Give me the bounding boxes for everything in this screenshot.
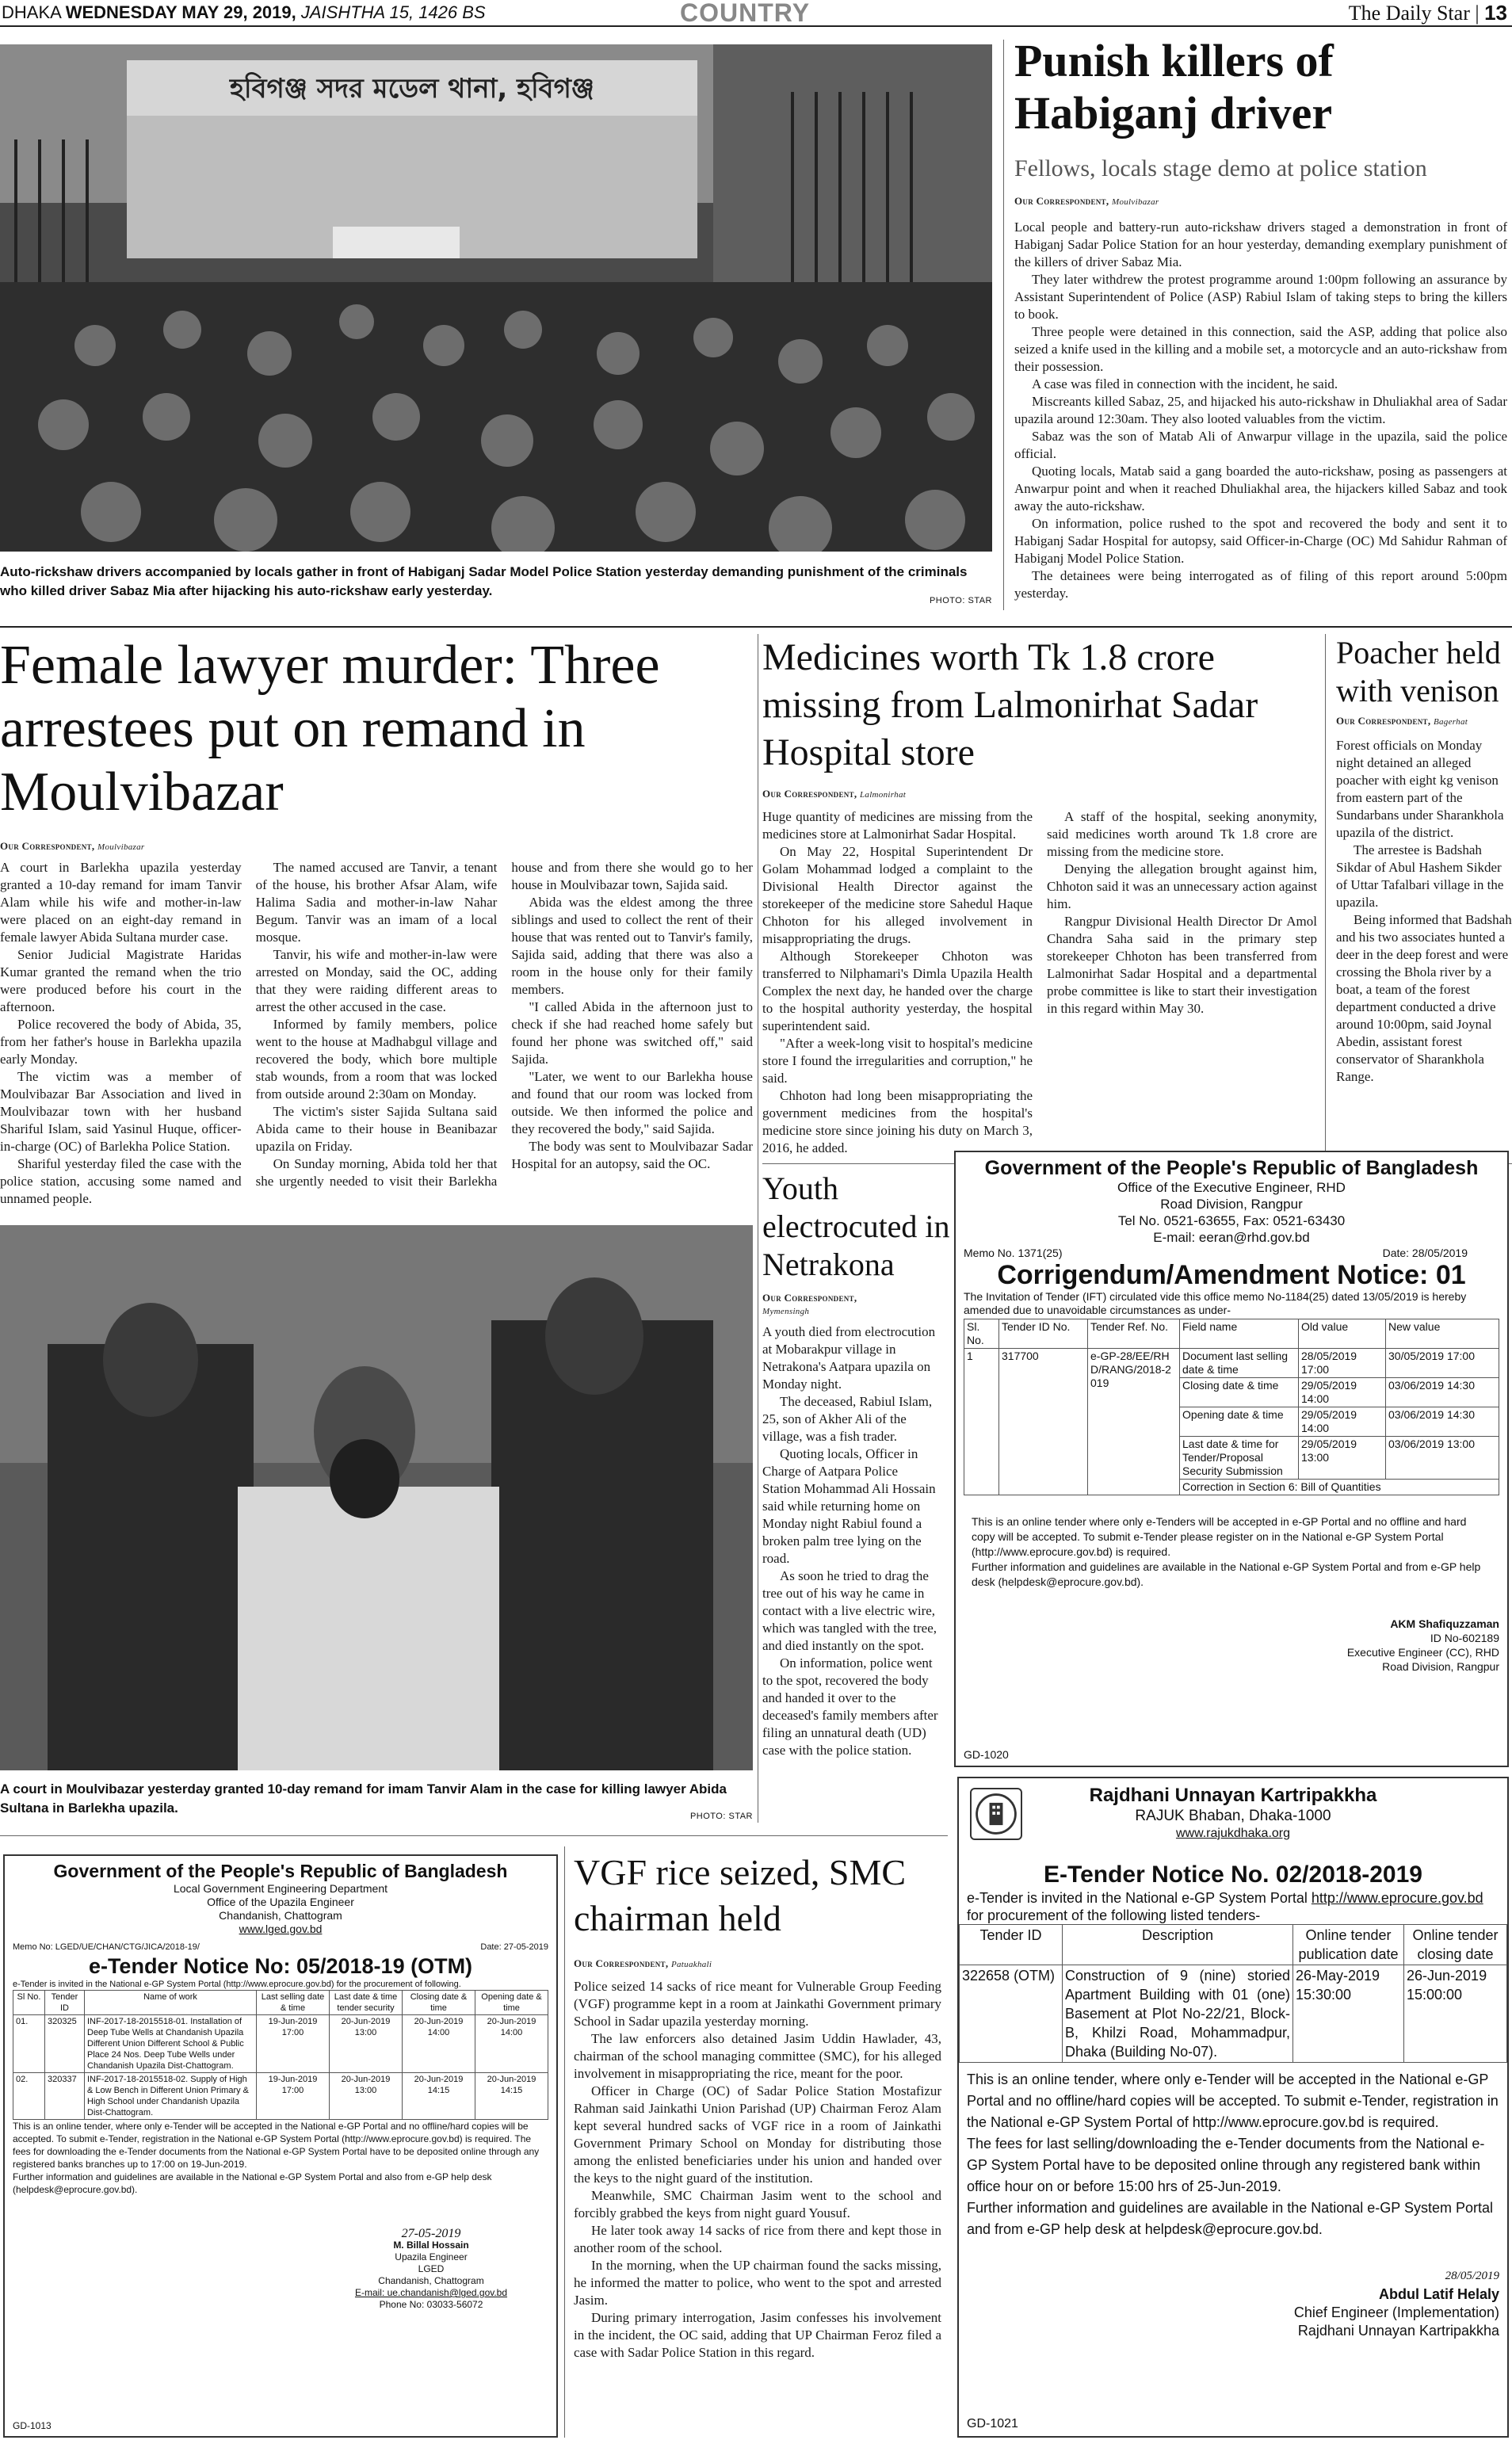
ad-code: GD-1013 <box>13 2420 52 2431</box>
remand-photo <box>0 1225 753 1770</box>
headline-poacher: Poacher held with venison <box>1336 635 1501 708</box>
lged-tender-ad: Government of the People's Republic of Bangladesh Local Government Engineering Department Office of the Upazila Engineer Chandanish, Chattogram www.lged.gov.bd Memo No: LGED/UE/CHAN/CTG/JICA/2018-19/ Date: 27-05-2019 e-Tender Notice No: 05/2018-19 (OTM) e-Tender is invited in the National e-GP System Portal (http://www.eprocure.gov.bd) for the procurement of following. Sl No. Tender ID Name of work Last selling date & time Last date & time tender security Closing date & time Opening date & time 01. 320325 INF-2017-18-2015518-01. Installation of Deep Tube Wells at Chandanish Upazila Different Union Different School & Public Place 24 Nos. Deep Tube Wells under Chandanish Upazila Dist-Chattogram. 19-Jun-2019 17:00 20-Jun-2019 13:00 20-Jun-2019 14:00 20-Jun-2019 14:00 02. 320337 INF-2017-18-2015518-02. Supply of High & Low Bench in Different Union Primary & High School under Chandanish Upazila Dist-Chattogram. 19-Jun-2019 17:00 20-Jun-2019 13:00 20-Jun-2019 14:15 20-Jun-2019 14:15 This is an online tender, where only e-Tender will be accepted in the National e-GP Portal and no offline/hard copies will be accepted. To submit e-Tender, registration in the National e-GP System Portal (http://www.eprocure.gov.bd) is required. The fees for downloading the e-Tender documents from the National e-GP System Portal have to be deposited online through any registered banks branches up to 17:00 on 19-Jun-2019. Further information and guidelines are available in the National e-GP System Portal and also from e-GP help desk (helpdesk@eprocure.gov.bd). 27-05-2019 M. Billal Hossain Upazila Engineer LGED Chandanish, Chattogram E-mail: ue.chandanish@lged.gov.bd Phone No: 03033-56072 GD-1013 <box>3 1854 558 2438</box>
rajuk-logo-icon <box>970 1788 1022 1840</box>
story-poacher-body: Forest officials on Monday night detained an alleged poacher with eight kg venison from eastern part of the Sundarbans under Sharankhola upazila of the district. The arrestee is Badshah Sikdar of Abul Hashem Sikder of Uttar Tafalbari village in the upazila. Being informed that Badshah and his two associates hunted a deer in the deep forest and were crossing the Bhola river by a boat, a team of the forest department conducted a drive around 10:00pm, said Joynal Abedin, assistant forest conservator of Sharankhola Range. <box>1336 738 1512 1084</box>
tender-table: Tender ID Description Online tender publication date Online tender closing date 322658 (OTM) Construction of 9 (nine) storied Apartment Building with 01 (one) Basement at Plot No-22/21, Block-B, Khilzi Road, Mohammadpur, Dhaka (Building No-07). 26-May-2019 15:30:00 26-Jun-2019 15:00:00 <box>959 1924 1507 2063</box>
photo-caption: Auto-rickshaw drivers accompanied by locals gather in front of Habiganj Sadar Model Police Station yesterday demanding punishment of the criminals who killed driver Sabaz Mia after hijacking his auto-rickshaw early yesterday. <box>0 564 968 598</box>
photo-credit: PHOTO: STAR <box>929 596 992 605</box>
ad-code: GD-1020 <box>964 1748 1009 1761</box>
subhead-habiganj: Fellows, locals stage demo at police station <box>1014 155 1427 181</box>
story-lalmonirhat-body: Huge quantity of medicines are missing from the medicines store at Lalmonirhat Sadar Hospital. On May 22, Hospital Superintendent Dr Golam Mohammad lodged a complaint to the Divisional Health Director against the storekeeper of the medicine store Sahedul Haque Chhoton for his alleged involvement in misappropriating the drugs. Although Storekeeper Chhoton was transferred to Nilphamari's Dimla Upazila Health Complex the next day, he handed over the charge to the hospital authority yesterday, the hospital superintendent said. "After a week-long visit to hospital's medicine store I found the irregularities and corruption," he said. Chhoton had long been misappropriating the government medicines from the hospital's medicine store since joining his duty on March 3, 2016, he added. A staff of the hospital, seeking anonymity, said medicines worth around Tk 1.8 crore are missing from the medicine store. Denying the allegation brought against him, Chhoton said it was an unnecessary action against him. Rangpur Divisional Health Director Dr Amol Chandra Saha said in the primary step storekeeper Chhoton has been transferred from Lalmonirhat Sadar Hospital and a departmental probe committee is like to start their investigation in this regard within May 30. <box>762 809 1317 1155</box>
dateline: DHAKA WEDNESDAY MAY 29, 2019, JAISHTHA 15, 1426 BS <box>2 2 486 22</box>
rajuk-tender-ad: Rajdhani Unnayan Kartripakkha RAJUK Bhaban, Dhaka-1000 www.rajukdhaka.org E-Tender Notice No. 02/2018-2019 e-Tender is invited in the National e-GP System Portal http://www.eprocure.gov.bd for procurement of the following listed tenders- Tender ID Description Online tender publication date Online tender closing date 322658 (OTM) Construction of 9 (nine) storied Apartment Building with 01 (one) Basement at Plot No-22/21, Block-B, Khilzi Road, Mohammadpur, Dhaka (Building No-07). 26-May-2019 15:30:00 26-Jun-2019 15:00:00 This is an online tender, where only e-Tender will be accepted in the National e-GP Portal and no offline/hard copies will be accepted. To submit e-Tender, registration in the National e-GP System Portal of http://www.eprocure.gov.bd is required. The fees for last selling/downloading the e-Tender documents from the National e-GP System Portal have to be deposited online through any registered bank within office hour on or before 15:00 hrs of 25-Jun-2019. Further information and guidelines are available in the National e-GP System Portal and from e-GP help desk at helpdesk@eprocure.gov.bd. 28/05/2019 Abdul Latif Helaly Chief Engineer (Implementation) Rajdhani Unnayan Kartripakkha GD-1021 <box>957 1777 1509 2438</box>
police-station-sign: হবিগঞ্জ সদর মডেল থানা, হবিগঞ্জ <box>230 73 594 105</box>
headline-netrakona: Youth electrocuted in Netrakona <box>762 1170 950 1282</box>
story-vgf-body: Police seized 14 sacks of rice meant for Vulnerable Group Feeding (VGF) programme kept in a room at Jainkathi Government primary School in Sadar upazila yesterday morning. The law enforcers also detained Jasim Uddin Hawlader, 43, chairman of the school managing committee (SMC), for his alleged involvement in misappropriating the rice, meant for the poor. Officer in Charge (OC) of Sadar Police Station Mostafizur Rahman said Jainkathi Union Parishad (UP) Chairman Feroz Alam kept several hundred sacks of VGF rice in a room of Jainkathi Government Primary School on Monday for distributing those among the enlisted beneficiaries under his union and handed over the keys to the night guard of the institution. Meanwhile, SMC Chairman Jasim went to the school and forcibly grabbed the keys from night guard Yousuf. He later took away 14 sacks of rice from there and kept those in another room of the school. In the morning, when the UP chairman found the sacks missing, he informed the matter to police, who went to the spot and arrested Jasim. During primary interrogation, Jasim confesses his involvement in the incident, the OC said, adding that UP Chairman Feroz filed a case with Sadar Police Station in this regard. <box>574 1979 941 2360</box>
byline: Our Correspondent, Moulvibazar <box>0 840 145 852</box>
notice-title: E-Tender Notice No. 02/2018-2019 <box>1044 1862 1422 1888</box>
section-name: COUNTRY <box>680 0 811 27</box>
notice-title: Corrigendum/Amendment Notice: 01 <box>997 1260 1466 1290</box>
notice-title: e-Tender Notice No: 05/2018-19 (OTM) <box>88 1954 473 1978</box>
photo-credit: PHOTO: STAR <box>689 1812 753 1821</box>
signature-block: 28/05/2019 Abdul Latif Helaly Chief Engineer (Implementation) Rajdhani Unnayan Kartripakkha <box>1293 2270 1499 2339</box>
ad-title: Government of the People's Republic of Bangladesh <box>984 1157 1479 1179</box>
headline-habiganj: Punish killers of Habiganj driver <box>1014 35 1334 139</box>
headline-vgf: VGF rice seized, SMC chairman held <box>574 1852 907 1938</box>
byline: Our Correspondent, Lalmonirhat <box>762 788 907 800</box>
byline: Our Correspondent, Bagerhat <box>1336 715 1468 727</box>
protest-photo <box>0 44 992 552</box>
signature-block: AKM Shafiquzzaman ID No-602189 Executive Engineer (CC), RHD Road Division, Rangpur <box>1346 1617 1499 1673</box>
masthead: The Daily Star | 13 <box>1348 1 1507 25</box>
story-netrakona-body: A youth died from electrocution at Mobarakpur village in Netrakona's Aatpara upazila on Monday night. The deceased, Rabiul Islam, 25, son of Akher Ali of the village, was a fish trader. Quoting locals, Officer in Charge of Aatpara Police Station Mohammad Ali Hossain said while returning home on Monday night Rabiul found a broken palm tree lying on the road. As soon he tried to drag the tree out of his way he came in contact with a live electric wire, which was tangled with the tree, and died instantly on the spot. On information, police went to the spot, recovered the body and handed it over to the deceased's family members after filing an unnatural death (UD) case with the police station. <box>762 1324 938 1758</box>
story-habiganj-body: Local people and battery-run auto-rickshaw drivers staged a demonstration in front of Habiganj Sadar Police Station for an hour yesterday, demanding exemplary punishment of the killers of driver Sabaz Mia. They later withdrew the protest programme around 1:00pm following an assurance by Assistant Superintendent of Police (ASP) Rabiul Islam of taking steps to bring the killers to book. Three people were detained in this connection, said the ASP, adding that police also seized a knife used in the killing and a mobile set, a motorcycle and an auto-rickshaw from their possession. A case was filed in connection with the incident, he said. Miscreants killed Sabaz, 25, and hijacked his auto-rickshaw in Dhuliakhal area of Sadar upazila around 12:30am. They also looted valuables from the victim. Sabaz was the son of Matab Ali of Anwarpur village in the upazila, said the police official. Quoting locals, Matab said a gang boarded the auto-rickshaw, posing as passengers at Anwarpur point and when it reached Dhuliakhal area, the hijackers killed Sabaz and took away the auto-rickshaw. On information, police rushed to the spot and recovered the body and sent it to Habiganj Sadar Hospital for autopsy, said Officer-in-Charge (OC) Md Sahidur Rahman of Habiganj Model Police Station. The detainees were being interrogated as of filing of this report around 5:00pm yesterday. <box>1014 220 1507 601</box>
byline: Our Correspondent, Moulvibazar <box>1014 195 1159 207</box>
rhd-corrigendum-ad: Government of the People's Republic of Bangladesh Office of the Executive Engineer, RHD Road Division, Rangpur Tel No. 0521-63655, Fax: 0521-63430 E-mail: eeran@rhd.gov.bd Memo No. 1371(25) Date: 28/05/2019 Corrigendum/Amendment Notice: 01 The Invitation of Tender (IFT) circulated vide this office memo No-1184(25) dated 13/05/2019 is hereby amended due to unavoidable circumstances as under- Sl. No. Tender ID No. Tender Ref. No. Field name Old value New value 1 317700 e-GP-28/EE/RHD/RANG/2018-2019 Document last selling date & time 28/05/2019 17:00 30/05/2019 17:00 Closing date & time 29/05/2019 14:00 03/06/2019 14:30 Opening date & time 29/05/2019 14:00 03/06/2019 14:30 Last date & time for Tender/Proposal Security Submission 29/05/2019 13:00 03/06/2019 13:00 Correction in Section 6: Bill of Quantities This is an online tender where only e-Tenders will be accepted in e-GP Portal and no offline and hard copy will be accepted. To submit e-Tender please register on in the National e-GP System Portal (http://www.eprocure.gov.bd) is required. Further information and guidelines are available in the National e-GP System Portal and from e-GP help desk (helpdesk@eprocure.gov.bd). AKM Shafiquzzaman ID No-602189 Executive Engineer (CC), RHD Road Division, Rangpur GD-1020 <box>954 1151 1509 1767</box>
tender-table: Sl No. Tender ID Name of work Last selling date & time Last date & time tender security Closing date & time Opening date & time 01. 320325 INF-2017-18-2015518-01. Installation of Deep Tube Wells at Chandanish Upazila Different Union Different School & Public Place 24 Nos. Deep Tube Wells under Chandanish Upazila Dist-Chattogram. 19-Jun-2019 17:00 20-Jun-2019 13:00 20-Jun-2019 14:00 20-Jun-2019 14:00 02. 320337 INF-2017-18-2015518-02. Supply of High & Low Bench in Different Union Primary & High School under Chandanish Upazila Dist-Chattogram. 19-Jun-2019 17:00 20-Jun-2019 13:00 20-Jun-2019 14:15 20-Jun-2019 14:15 <box>13 1990 548 2120</box>
page-header <box>0 0 1512 27</box>
photo-caption: A court in Moulvibazar yesterday granted 10-day remand for imam Tanvir Alam in the case for killing lawyer Abida Sultana in Barlekha upazila. <box>0 1781 727 1816</box>
headline-moulvibazar: Female lawyer murder: Three arrestees put on remand in Moulvibazar <box>0 635 660 823</box>
byline: Our Correspondent, Patuakhali <box>574 1957 712 1969</box>
ad-code: GD-1021 <box>967 2417 1018 2430</box>
story-moulvibazar-body: A court in Barlekha upazila yesterday granted a 10-day remand for imam Tanvir Alam while his wife and mother-in-law were placed on an eight-day remand in female lawyer Abida Sultana murder case. Senior Judicial Magistrate Haridas Kumar granted the remand when the trio were produced before his court in the afternoon. Police recovered the body of Abida, 35, from her father's house in Barlekha upazila early Monday. The victim was a member of Moulvibazar Bar Association and lived in Moulvibazar town with her husband Shariful Islam, said Yasinul Huque, officer-in-charge (OC) of Barlekha Police Station. Shariful yesterday filed the case with the police station, accusing some named and unnamed people. The named accused are Tanvir, a tenant of the house, his brother Afsar Alam, wife Halima Sadia and mother-in-law Nahar Begum. Tanvir was an imam of a local mosque. Tanvir, his wife and mother-in-law were arrested on Monday, said the OC, adding that they were raiding different areas to arrest the other accused in the case. Informed by family members, police went to the house at Madhabgul village and recovered the body, which bore multiple stab wounds, from a room that was locked from outside around 2:30am on Monday. The victim's sister Sajida Sultana said Abida came to their house in Beanibazar upazila on Friday. On Sunday morning, Abida told her that she urgently needed to visit their Barlekha house and from there she would go to her house in Moulvibazar town, Sajida said. Abida was the eldest among the three siblings and used to collect the rent of their house that was rented out to Tanvir's family, Sajida said, adding that there was also a room in the house only for their family members. "I called Abida in the afternoon just to check if she had reached home safely but found her phone was switched off," said Sajida. "Later, we went to our Barlekha house and found that our room was locked from outside. We then informed the police and they recovered the body," said Sajida. The body was sent to Moulvibazar Sadar Hospital for an autopsy, said the OC. <box>0 860 753 1206</box>
headline-lalmonirhat: Medicines worth Tk 1.8 crore missing from Lalmonirhat Sadar Hospital store <box>762 636 1258 773</box>
signature-block: 27-05-2019 M. Billal Hossain Upazila Engineer LGED Chandanish, Chattogram E-mail: ue.chandanish@lged.gov.bd Phone No: 03033-56072 <box>354 2227 508 2310</box>
corrigendum-table: Sl. No. Tender ID No. Tender Ref. No. Field name Old value New value 1 317700 e-GP-28/EE/RHD/RANG/2018-2019 Document last selling date & time 28/05/2019 17:00 30/05/2019 17:00 Closing date & time 29/05/2019 14:00 03/06/2019 14:30 Opening date & time 29/05/2019 14:00 03/06/2019 14:30 Last date & time for Tender/Proposal Security Submission 29/05/2019 13:00 03/06/2019 13:00 Correction in Section 6: Bill of Quantities <box>964 1319 1499 1495</box>
byline: Our Correspondent, Mymensingh <box>762 1292 857 1316</box>
